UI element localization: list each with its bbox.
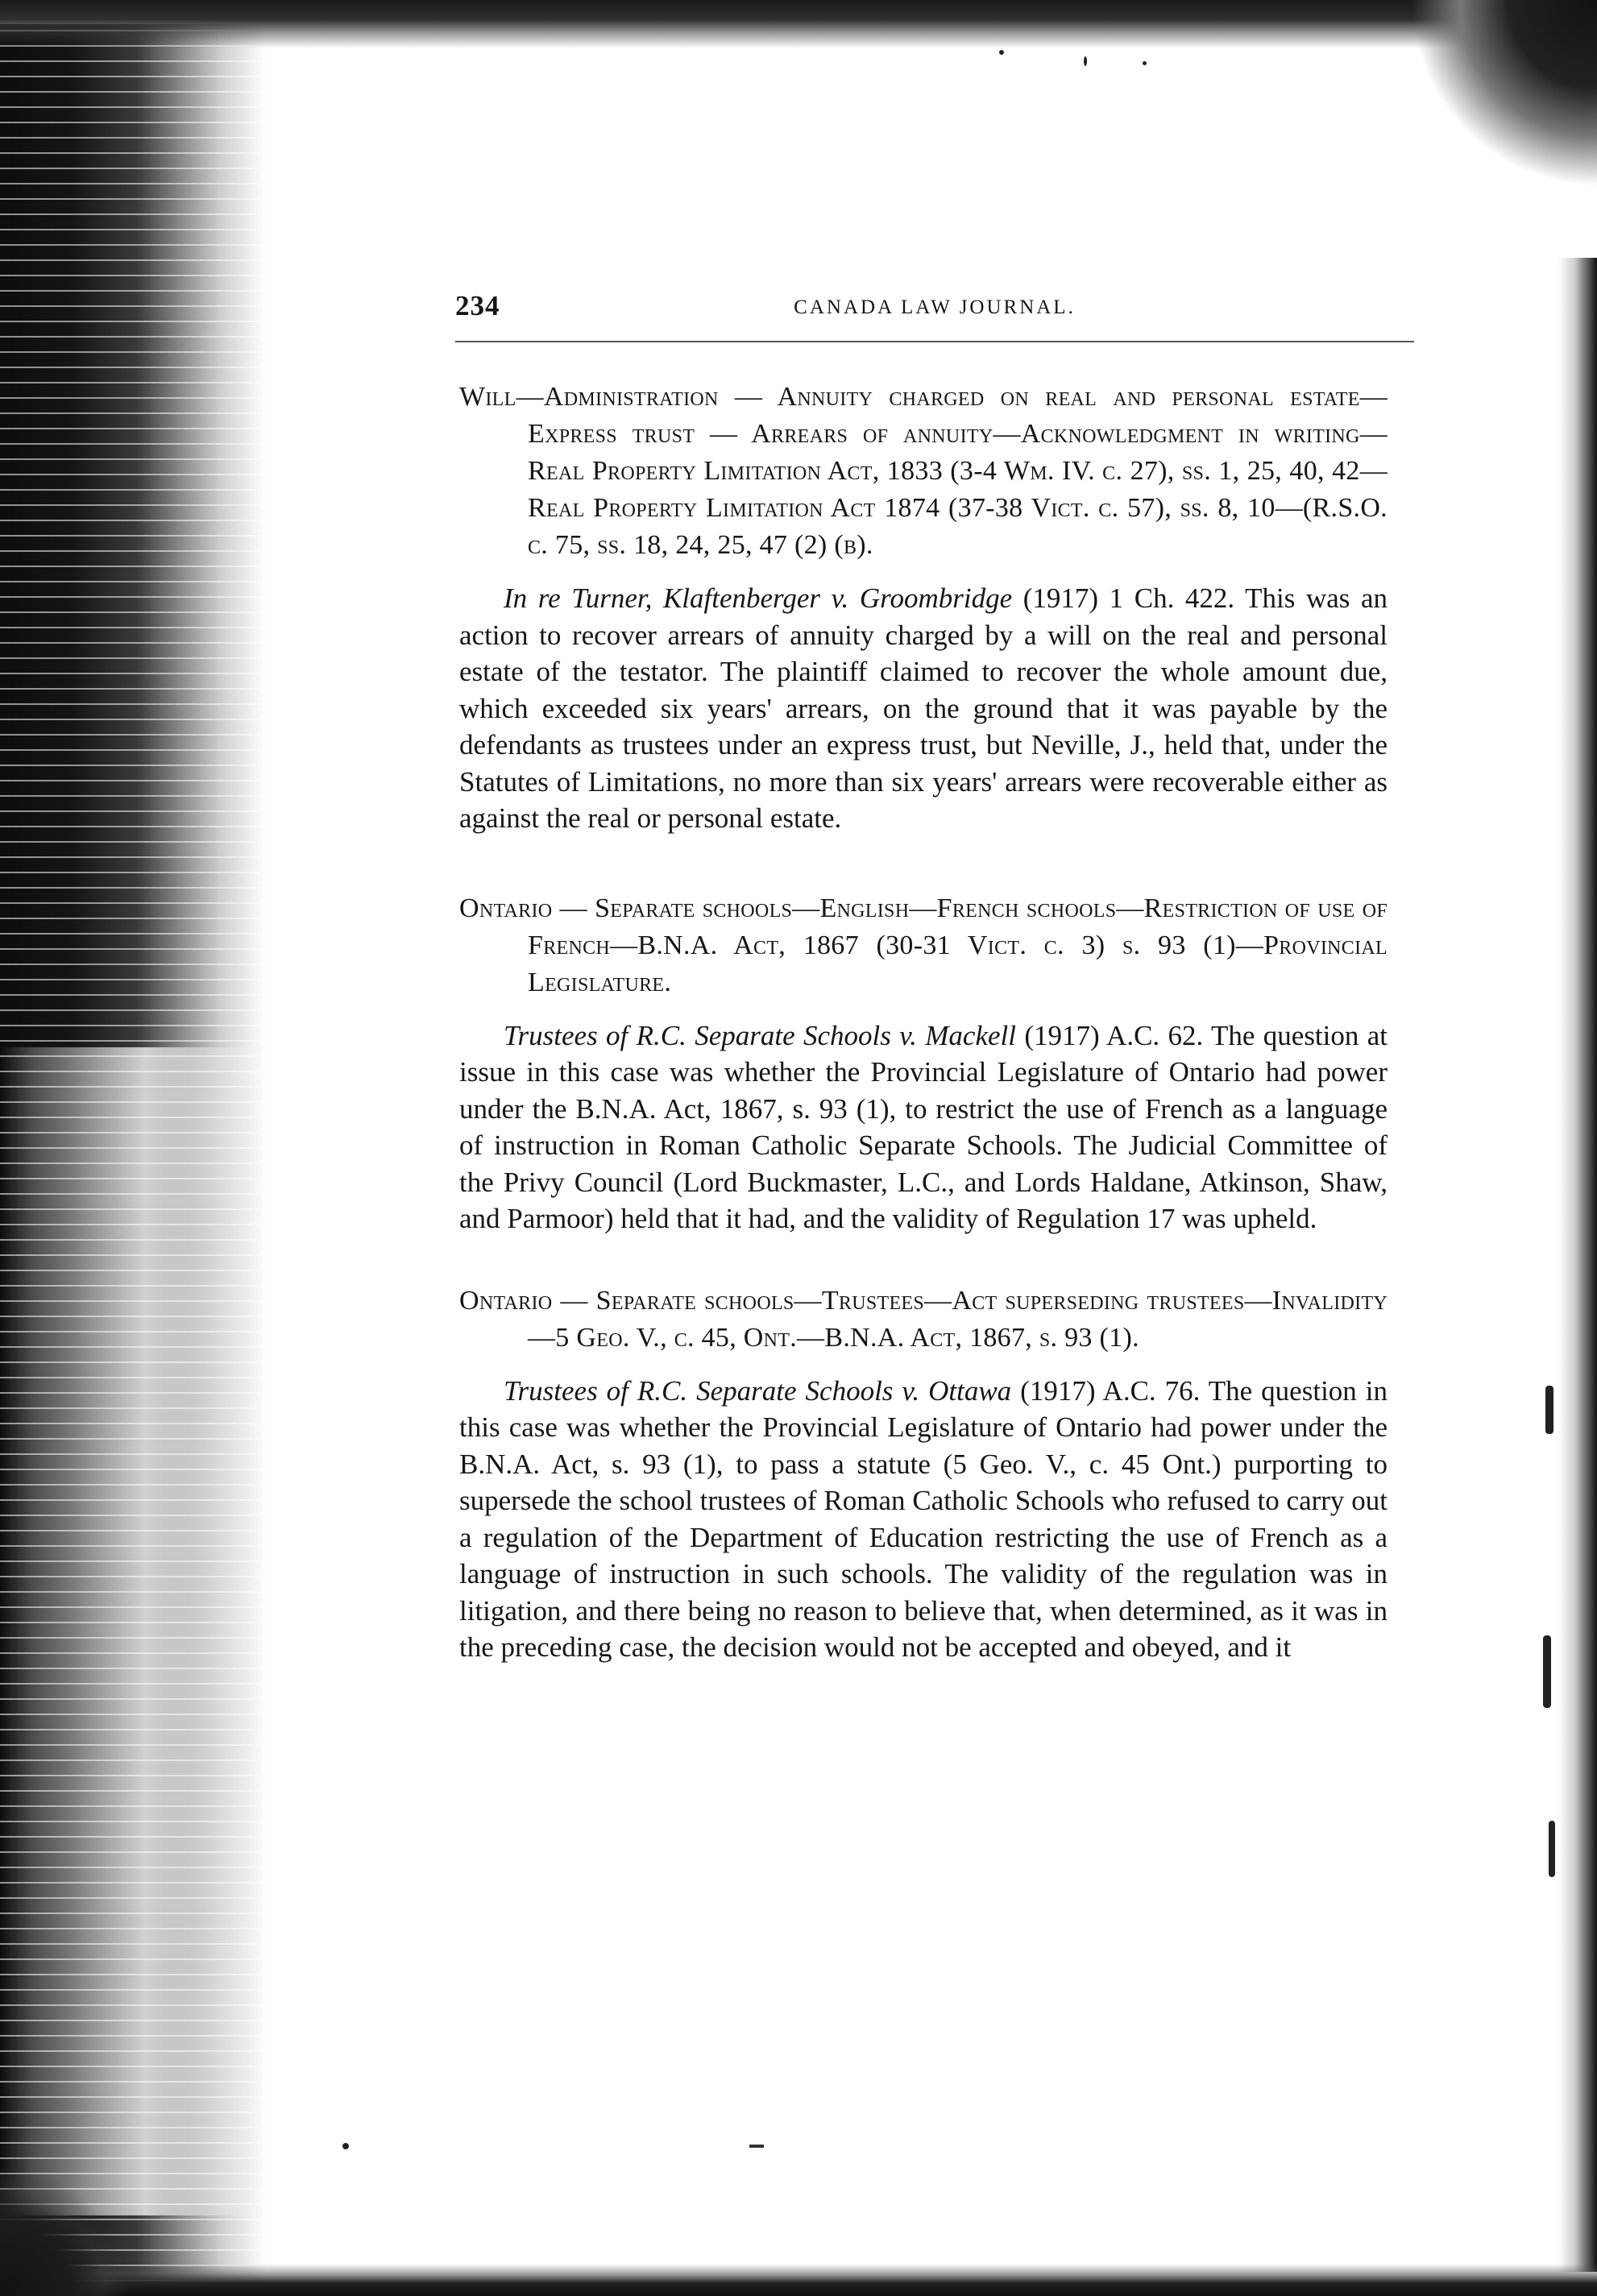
section-gap bbox=[459, 837, 1388, 890]
case-text: (1917) A.C. 62. The question at issue in this case was whether the Provincial Legislature of Ontario had power under the B.N.A. Act, 1867, s. 93 (1), to restrict the use of French as a language of instruction in Roman Catholic Separate Schools. The Judicial Committee of the Privy Council (Lord Buckmaster, L.C., and Lords Haldane, Atkinson, Shaw, and Parmoor) held that it had, and the validity of Regulation 17 was upheld. bbox=[459, 1019, 1388, 1234]
page-body bbox=[459, 379, 1388, 1666]
case-text: (1917) 1 Ch. 422. This was an action to recover arrears of annuity charged by a will on the real and personal estate of the testator. The plaintiff claimed to recover the whole amount due, which exceeded six years' arrears, on the ground that it was payable by the defendants as trustees under an express trust, but Neville, J., held that, under the Statutes of Limitations, no more than six years' arrears were recoverable either as against the real or personal estate. bbox=[459, 582, 1388, 834]
scan-shadow-right bbox=[1558, 258, 1597, 2272]
case-text: (1917) A.C. 76. The question in this case was whether the Provincial Legislature of Ontario had power under the B.N.A. Act, s. 93 (1), to pass a statute (5 Geo. V., c. 45 Ont.) purporting to supersede the school trustees of Roman Catholic Schools who refused to carry out a regulation of the Department of Education restricting the use of French as a language of instruction in such schools. The validity of the regulation was in litigation, and there being no reason to believe that, when determined, as it was in the preceding case, the decision would not be accepted and obeyed, and it bbox=[459, 1374, 1388, 1663]
case-note bbox=[459, 890, 1388, 1237]
scan-mark-dash bbox=[749, 2145, 764, 2148]
case-heading: Ontario — Separate schools—English—French schools—Restriction of use of French—B.N.A. Act, 1867 (30-31 Vict. c. 3) s. 93 (1)—Provincial Legislature. bbox=[459, 893, 1388, 997]
case-citation: In re Turner, Klaftenberger v. Groombridge bbox=[504, 582, 1013, 614]
case-note bbox=[459, 379, 1388, 837]
page-number: 234 bbox=[455, 290, 500, 321]
case-paragraph bbox=[459, 1373, 1388, 1666]
scan-shadow-top bbox=[0, 0, 1597, 48]
scan-speck bbox=[1549, 1821, 1555, 1877]
case-citation: Trustees of R.C. Separate Schools v. Mackell bbox=[504, 1019, 1016, 1051]
scan-shadow-left-fade bbox=[0, 1047, 266, 2215]
scan-shadow-top-right-corner bbox=[1412, 0, 1597, 266]
case-note bbox=[459, 1283, 1388, 1666]
header-rule bbox=[455, 341, 1414, 342]
case-paragraph bbox=[459, 1017, 1388, 1237]
case-paragraph bbox=[459, 580, 1388, 837]
scan-speck bbox=[1084, 56, 1087, 66]
scan-shadow-bottom-left bbox=[0, 2167, 209, 2296]
scan-speck bbox=[999, 50, 1004, 55]
scan-shadow-bottom bbox=[0, 2264, 1597, 2296]
scan-speck bbox=[1143, 61, 1147, 65]
page-header bbox=[455, 290, 1414, 332]
case-heading: Ontario — Separate schools—Trustees—Act superseding trustees—Invalidity—5 Geo. V., c. 45, Ont.—B.N.A. Act, 1867, s. 93 (1). bbox=[459, 1285, 1388, 1353]
scan-mark-dot bbox=[342, 2143, 349, 2149]
running-title: CANADA LAW JOURNAL. bbox=[794, 296, 1076, 318]
section-gap bbox=[459, 1237, 1388, 1283]
scan-speck bbox=[1545, 1386, 1553, 1434]
case-citation: Trustees of R.C. Separate Schools v. Ottawa bbox=[504, 1374, 1012, 1407]
case-heading: Will—Administration — Annuity charged on real and personal estate—Express trust — Arrears of annuity—Acknowledgment in writing—Real Property Limitation Act, 1833 (3-4 Wm. IV. c. 27), ss. 1, 25, 40, 42—Real Property Limitation Act 1874 (37-38 Vict. c. 57), ss. 8, 10—(R.S.O. c. 75, ss. 18, 24, 25, 47 (2) (b). bbox=[459, 382, 1388, 560]
scan-speck bbox=[1543, 1635, 1551, 1708]
